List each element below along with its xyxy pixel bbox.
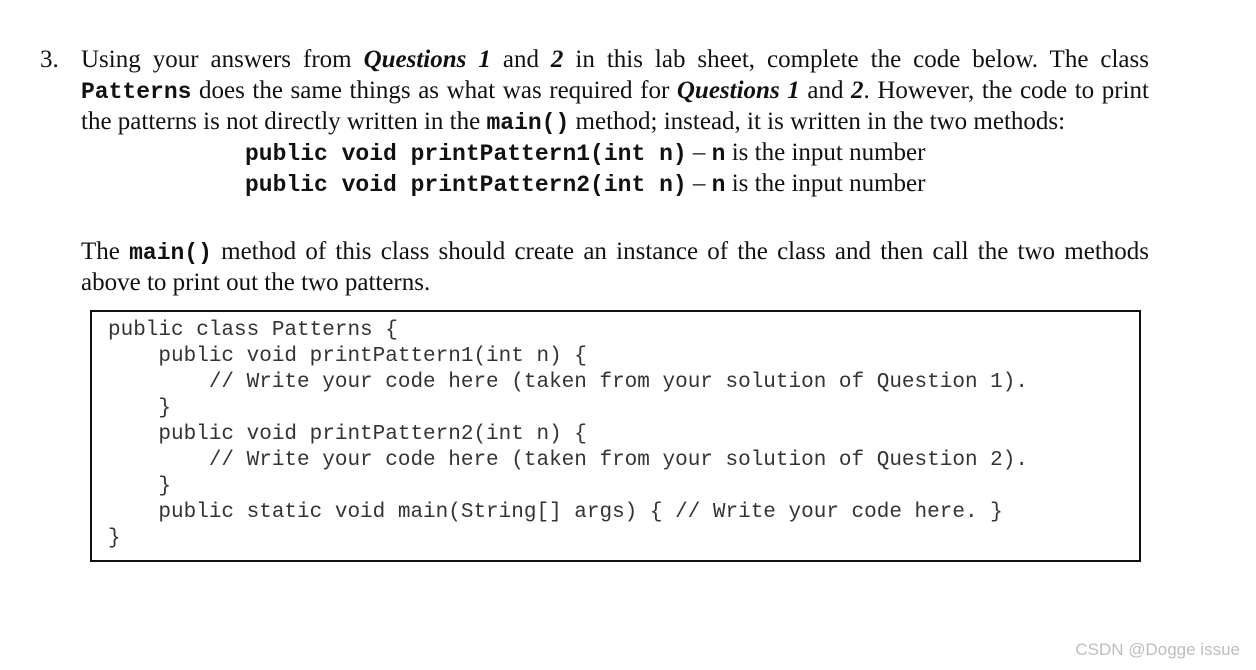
signature-param: n xyxy=(711,141,726,167)
text-segment: and xyxy=(490,46,551,73)
text-segment: and xyxy=(799,77,852,104)
code-line: } xyxy=(108,527,121,550)
paragraph-line-2 xyxy=(81,75,1149,106)
paragraph2-line-2: above to print out the two patterns. xyxy=(81,269,431,296)
class-name-code: Patterns xyxy=(81,79,192,105)
text-segment: Using your answers from xyxy=(81,46,364,73)
signature-description: is the input number xyxy=(725,139,926,166)
code-line: } xyxy=(108,475,172,498)
text-segment: in this lab sheet, complete the code below. The class xyxy=(563,46,1149,73)
code-line: public static void main(String[] args) { // Write your code here. } xyxy=(108,501,1003,524)
signature-code: public void printPattern2(int n) xyxy=(245,172,687,198)
code-listing xyxy=(108,318,1028,552)
text-segment: . However, the code to print xyxy=(863,77,1149,104)
question-2-reference: 2 xyxy=(851,77,864,104)
signature-param: n xyxy=(711,172,726,198)
main-method-code: main() xyxy=(486,110,570,136)
code-line: } xyxy=(108,397,172,420)
questions-reference: Questions 1 xyxy=(363,46,491,73)
main-method-code: main() xyxy=(129,240,212,266)
method-signature-2 xyxy=(245,168,925,201)
signature-code: public void printPattern1(int n) xyxy=(245,141,687,167)
text-segment: method; instead, it is written in the two methods: xyxy=(569,108,1066,135)
signature-dash: – xyxy=(686,170,712,197)
paragraph2-line-1 xyxy=(81,236,1149,267)
main-method-paragraph xyxy=(81,236,1149,298)
method-signature-1 xyxy=(245,137,925,170)
code-line: public class Patterns { xyxy=(108,319,398,342)
watermark: CSDN @Dogge issue xyxy=(1075,640,1240,659)
text-segment: The xyxy=(81,238,130,265)
code-box xyxy=(90,310,1141,562)
text-segment: method of this class should create an instance of the class and then call the two methods xyxy=(211,238,1149,265)
question-paragraph xyxy=(81,44,1149,137)
paragraph-line-3 xyxy=(81,106,1149,137)
questions-reference: Questions 1 xyxy=(676,77,800,104)
text-segment: does the same things as what was required for xyxy=(191,77,677,104)
code-line: public void printPattern2(int n) { xyxy=(108,423,587,446)
signature-dash: – xyxy=(686,139,712,166)
text-segment: the patterns is not directly written in the xyxy=(81,108,487,135)
code-line: // Write your code here (taken from your solution of Question 1). xyxy=(108,371,1028,394)
code-line: // Write your code here (taken from your solution of Question 2). xyxy=(108,449,1028,472)
question-2-reference: 2 xyxy=(550,46,564,73)
signature-description: is the input number xyxy=(725,170,926,197)
code-line: public void printPattern1(int n) { xyxy=(108,345,587,368)
question-number: 3. xyxy=(40,46,59,73)
paragraph-line-1 xyxy=(81,44,1149,75)
